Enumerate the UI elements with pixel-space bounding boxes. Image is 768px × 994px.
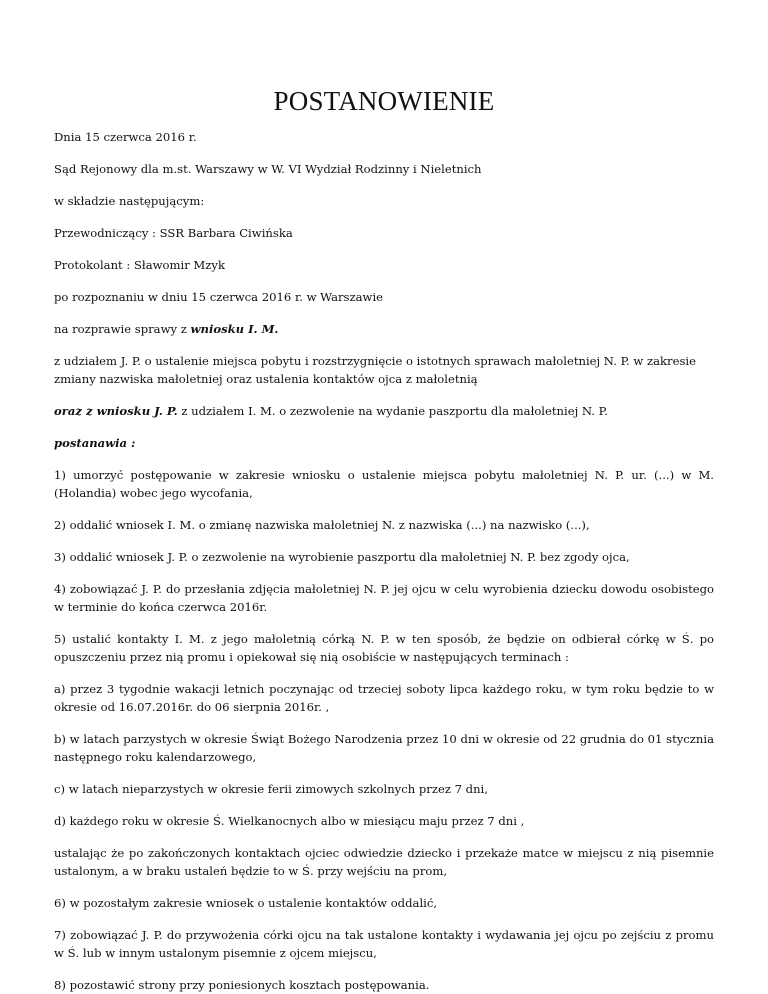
court-line: Sąd Rejonowy dla m.st. Warszawy w W. VI Wydział Rodzinny i Nieletnich xyxy=(54,162,482,176)
participation-paragraph: z udziałem J. P. o ustalenie miejsca pobytu i rozstrzygnięcie o istotnych sprawach małoletniej N. P. w zakresie zmiany nazwiska małoletniej oraz ustalenia kontaktów ojca z małoletnią xyxy=(54,354,696,386)
hearing-date-line: po rozpoznaniu w dniu 15 czerwca 2016 r. w Warszawie xyxy=(54,290,384,304)
list-item: ustalając że po zakończonych kontaktach ojciec odwiedzie dziecko i przekaże matce w miejscu z nią pisemnie ustalonym, a w braku ustaleń będzie to w Ś. przy wejściu na prom, xyxy=(54,846,714,878)
list-item: 4) zobowiązać J. P. do przesłania zdjęcia małoletniej N. P. jej ojcu w celu wyrobienia dziecku dowodu osobistego w terminie do końca czerwca 2016r. xyxy=(54,582,714,614)
hearing-motion: wniosku I. M. xyxy=(190,322,279,336)
second-motion-paragraph xyxy=(54,402,714,420)
clerk-line: Protokolant : Sławomir Mzyk xyxy=(54,258,225,272)
list-item: 6) w pozostałym zakresie wniosek o ustalenie kontaktów oddalić, xyxy=(54,896,438,910)
list-item: c) w latach nieparzystych w okresie ferii zimowych szkolnych przez 7 dni, xyxy=(54,782,488,796)
list-item: 7) zobowiązać J. P. do przywożenia córki ojcu na tak ustalone kontakty i wydawania jej ojcu po zejściu z promu w Ś. lub w innym ustalonym pisemnie z ojcem miejscu, xyxy=(54,928,714,960)
second-motion-rest: z udziałem I. M. o zezwolenie na wydanie paszportu dla małoletniej N. P. xyxy=(177,404,608,418)
presiding-judge-line: Przewodniczący : SSR Barbara Ciwińska xyxy=(54,226,293,240)
document-body xyxy=(54,128,714,994)
list-item: 3) oddalić wniosek J. P. o zezwolenie na wyrobienie paszportu dla małoletniej N. P. bez zgody ojca, xyxy=(54,550,630,564)
list-item: a) przez 3 tygodnie wakacji letnich poczynając od trzeciej soboty lipca każdego roku, w tym roku będzie to w okresie od 16.07.2016r. do 06 sierpnia 2016r. , xyxy=(54,682,714,714)
hearing-line xyxy=(54,320,714,338)
decides-heading: postanawia : xyxy=(54,436,136,450)
list-item: 8) pozostawić strony przy poniesionych kosztach postępowania. xyxy=(54,978,430,992)
list-item: 2) oddalić wniosek I. M. o zmianę nazwiska małoletniej N. z nazwiska (...) na nazwisko (...), xyxy=(54,518,590,532)
second-motion-emph: oraz z wniosku J. P. xyxy=(54,404,178,418)
composition-line: w składzie następującym: xyxy=(54,194,205,208)
list-item: 5) ustalić kontakty I. M. z jego małoletnią córką N. P. w ten sposób, że będzie on odbierał córkę w Ś. po opuszczeniu przez nią promu i opiekował się nią osobiście w następujących terminach : xyxy=(54,632,714,664)
hearing-prefix: na rozprawie sprawy z xyxy=(54,322,191,336)
date-line: Dnia 15 czerwca 2016 r. xyxy=(54,130,197,144)
list-item: 1) umorzyć postępowanie w zakresie wniosku o ustalenie miejsca pobytu małoletniej N. P. ur. (...) w M. (Holandia) wobec jego wycofania, xyxy=(54,468,714,500)
document-title: POSTANOWIENIE xyxy=(273,86,495,116)
list-item: b) w latach parzystych w okresie Świąt Bożego Narodzenia przez 10 dni w okresie od 22 grudnia do 01 stycznia następnego roku kalendarzowego, xyxy=(54,732,714,764)
list-item: d) każdego roku w okresie Ś. Wielkanocnych albo w miesiącu maju przez 7 dni , xyxy=(54,814,525,828)
